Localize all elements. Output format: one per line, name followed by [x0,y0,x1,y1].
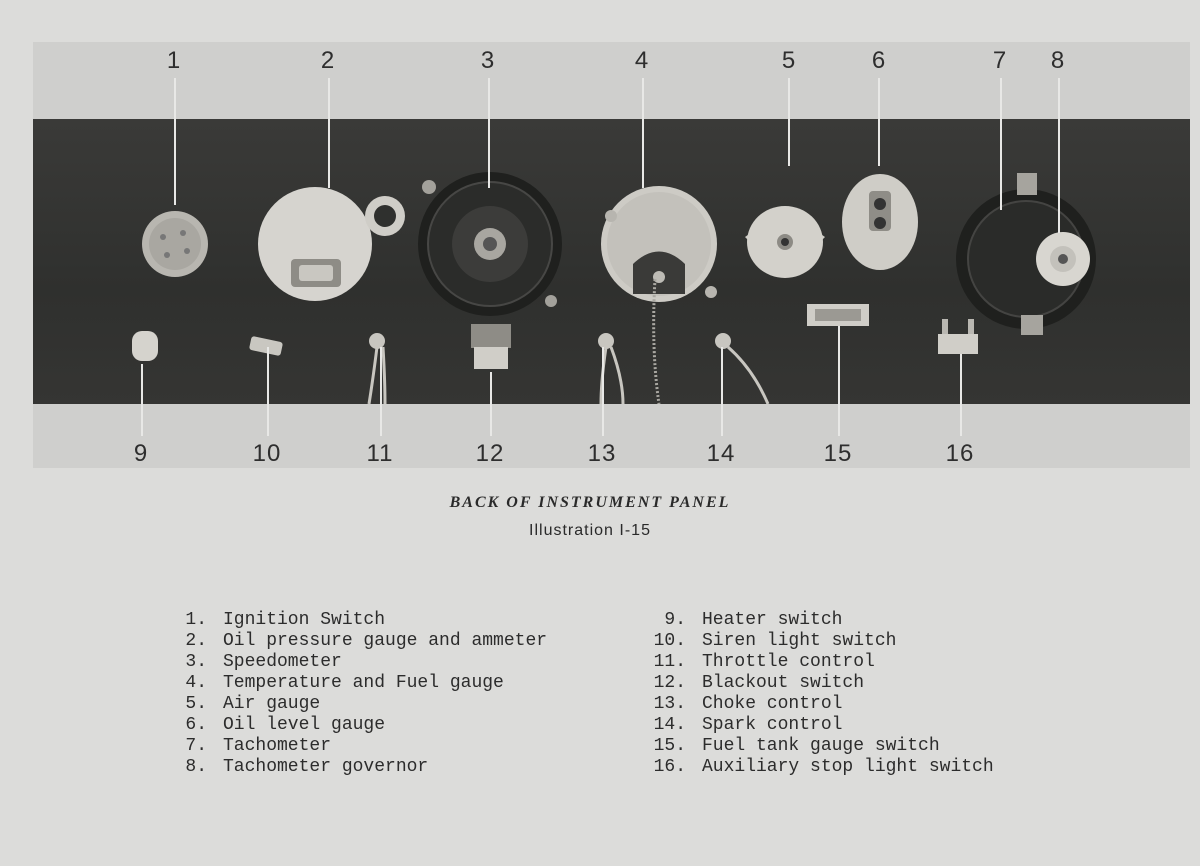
leader-line [380,347,382,436]
legend-item [640,673,994,694]
throttle-control-part [369,333,385,404]
callout-5: 5 [781,47,797,74]
leader-line [328,78,330,188]
legend-number: 15. [653,736,686,756]
legend-item [165,694,547,715]
leader-line [490,372,492,436]
leader-line [174,78,176,205]
legend-label: Temperature and Fuel gauge [223,673,504,693]
legend-item [165,736,547,757]
legend-number: 8. [185,757,207,777]
callout-14: 14 [706,440,736,467]
leader-line [878,78,880,166]
legend-label: Speedometer [223,652,342,672]
legend-right [640,610,994,778]
legend-item [165,631,547,652]
legend-label: Choke control [702,694,843,714]
callout-2: 2 [320,47,336,74]
legend-label: Tachometer governor [223,757,429,777]
heater-switch-part [132,331,158,361]
legend-item [640,652,994,673]
legend-label: Air gauge [223,694,321,714]
figure-subtitle: Illustration I-15 [529,522,651,539]
legend-number: 11. [653,652,686,672]
callout-6: 6 [871,47,887,74]
panel-board [33,119,1190,404]
ignition-switch-part [142,211,208,277]
leader-line [960,354,962,436]
legend-item [640,610,994,631]
auxiliary-stop-light-switch-part [938,319,978,354]
legend-label: Ignition Switch [223,610,386,630]
callout-4: 4 [634,47,650,74]
legend-item [165,652,547,673]
legend-item [640,694,994,715]
callout-10: 10 [252,440,282,467]
air-gauge-part [745,206,825,278]
callout-11: 11 [366,440,394,467]
leader-line [788,78,790,166]
oil-pressure-gauge-part [258,187,405,301]
tachometer-governor-part [1036,232,1090,286]
callout-1: 1 [166,47,182,74]
legend-number: 4. [185,673,207,693]
callout-7: 7 [992,47,1008,74]
legend-label: Blackout switch [702,673,865,693]
leader-line [838,326,840,436]
leader-line [267,347,269,436]
instrument-panel-photo [33,42,1190,468]
legend-number: 5. [185,694,207,714]
legend-number: 1. [185,610,207,630]
legend-item [640,757,994,778]
legend-label: Tachometer [223,736,332,756]
leader-line [1058,78,1060,233]
leader-line [602,347,604,436]
legend-item [640,736,994,757]
leader-line [721,347,723,436]
blackout-switch-part [471,324,511,369]
callout-13: 13 [587,440,617,467]
legend-item [640,631,994,652]
legend-label: Fuel tank gauge switch [702,736,940,756]
panel-components [33,119,1190,404]
legend-number: 6. [185,715,207,735]
legend-label: Oil level gauge [223,715,386,735]
legend-number: 2. [185,631,207,651]
legend-label: Oil pressure gauge and ammeter [223,631,548,651]
legend-left [165,610,547,778]
legend-item [165,673,547,694]
callout-9: 9 [133,440,149,467]
legend-number: 3. [185,652,207,672]
legend-number: 12. [653,673,686,693]
legend-number: 9. [664,610,686,630]
legend-number: 13. [653,694,686,714]
legend-number: 14. [653,715,686,735]
legend-number: 16. [653,757,686,777]
legend-item [165,757,547,778]
legend-item [165,610,547,631]
speedometer-part [418,172,562,316]
leader-line [141,364,143,436]
legend-label: Spark control [702,715,843,735]
legend-number: 10. [653,631,686,651]
leader-line [1000,78,1002,210]
callout-16: 16 [945,440,975,467]
legend-item [165,715,547,736]
callout-15: 15 [823,440,853,467]
fuel-tank-gauge-switch-part [807,304,869,326]
legend-label: Siren light switch [702,631,897,651]
legend-number: 7. [185,736,207,756]
oil-level-gauge-part [842,174,918,270]
siren-light-switch-part [249,336,283,356]
temperature-fuel-gauge-part [601,186,717,302]
legend-item [640,715,994,736]
callout-12: 12 [475,440,505,467]
leader-line [642,78,644,188]
figure-title: BACK OF INSTRUMENT PANEL [449,494,731,511]
leader-line [488,78,490,188]
legend-label: Heater switch [702,610,843,630]
callout-3: 3 [480,47,496,74]
legend-label: Auxiliary stop light switch [702,757,994,777]
callout-8: 8 [1050,47,1066,74]
legend-label: Throttle control [702,652,875,672]
